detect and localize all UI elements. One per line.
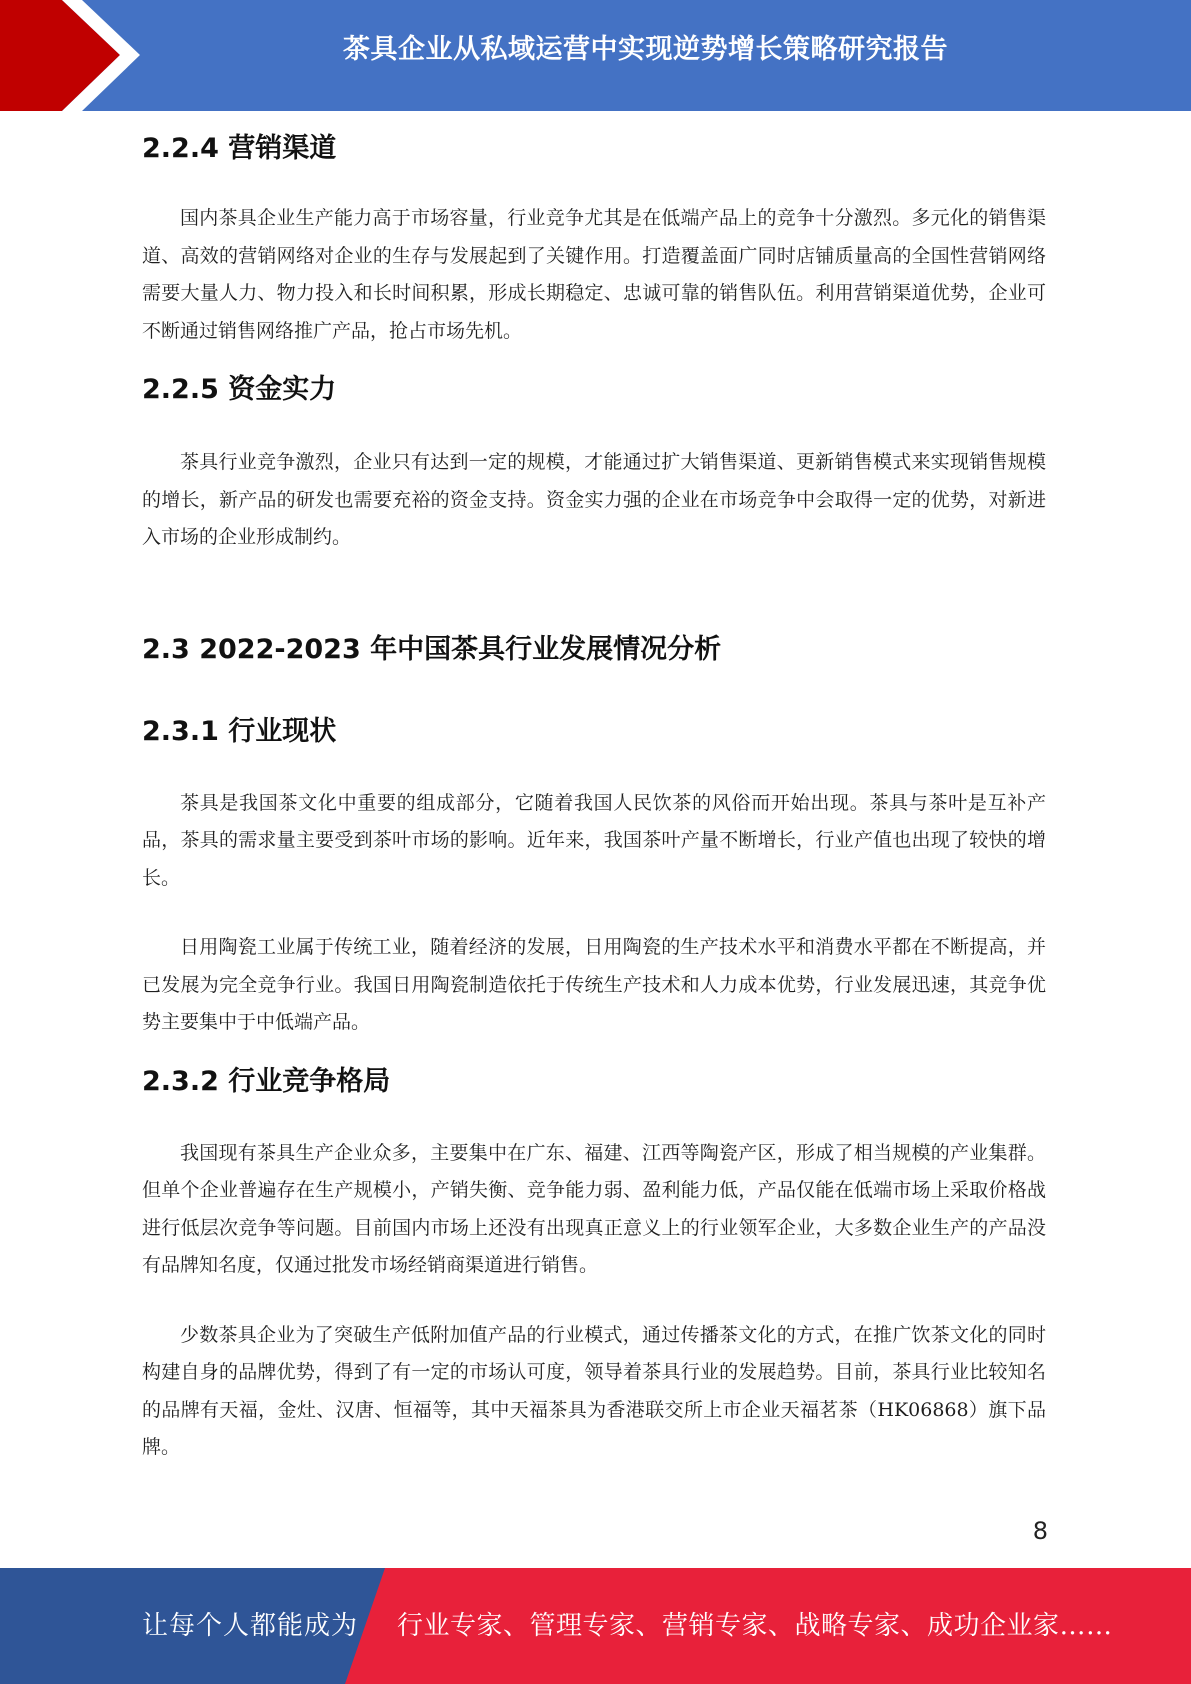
section-paragraph: 茶具行业竞争激烈，企业只有达到一定的规模，才能通过扩大销售渠道、更新销售模式来实现销售规模的增长，新产品的研发也需要充裕的资金支持。资金实力强的企业在市场竞争中会取得一定的优势，对新进入市场的企业形成制约。 — [142, 451, 1046, 548]
header-arrow-decoration — [0, 0, 160, 111]
section-heading-2-2-5: 2.2.5 资金实力 — [142, 374, 337, 405]
page-content — [142, 111, 1046, 1467]
section-heading-2-3-2: 2.3.2 行业竞争格局 — [142, 1065, 391, 1097]
section-heading-2-3: 2.3 2022-2023 年中国茶具行业发展情况分析 — [142, 633, 722, 665]
section-paragraph: 少数茶具企业为了突破生产低附加值产品的行业模式，通过传播茶文化的方式，在推广饮茶文化的同时构建自身的品牌优势，得到了有一定的市场认可度，领导着茶具行业的发展趋势。目前，茶具行业比较知名的品牌有天福，金灶、汉唐、恒福等，其中天福茶具为香港联交所上市企业天福茗茶（HK06868）旗下品牌。 — [142, 1323, 1046, 1458]
section-paragraph: 我国现有茶具生产企业众多，主要集中在广东、福建、江西等陶瓷产区，形成了相当规模的产业集群。但单个企业普遍存在生产规模小，产销失衡、竞争能力弱、盈利能力低，产品仅能在低端市场上采取价格战进行低层次竞争等问题。目前国内市场上还没有出现真正意义上的行业领军企业，大多数企业生产的产品没有品牌知名度，仅通过批发市场经销商渠道进行销售。 — [142, 1141, 1046, 1276]
section-paragraph: 国内茶具企业生产能力高于市场容量，行业竞争尤其是在低端产品上的竞争十分激烈。多元化的销售渠道、高效的营销网络对企业的生存与发展起到了关键作用。打造覆盖面广同时店铺质量高的全国性营销网络需要大量人力、物力投入和长时间积累，形成长期稳定、忠诚可靠的销售队伍。利用营销渠道优势，企业可不断通过销售网络推广产品，抢占市场先机。 — [142, 207, 1046, 342]
footer-slogan-left: 让每个人都能成为 — [142, 1611, 359, 1641]
footer-slogan-right: 行业专家、管理专家、营销专家、战略专家、成功企业家…… — [397, 1611, 1113, 1641]
section-heading-2-3-1: 2.3.1 行业现状 — [142, 715, 337, 747]
section-paragraph: 日用陶瓷工业属于传统工业，随着经济的发展，日用陶瓷的生产技术水平和消费水平都在不断提高，并已发展为完全竞争行业。我国日用陶瓷制造依托于传统生产技术和人力成本优势，行业发展迅速，其竞争优势主要集中于中低端产品。 — [142, 936, 1046, 1033]
section-heading-2-2-4: 2.2.4 营销渠道 — [142, 133, 337, 164]
report-title: 茶具企业从私域运营中实现逆势增长策略研究报告 — [343, 34, 948, 65]
page-header — [0, 0, 1191, 111]
page-number: 8 — [1032, 1517, 1048, 1545]
section-paragraph: 茶具是我国茶文化中重要的组成部分，它随着我国人民饮茶的风俗而开始出现。茶具与茶叶是互补产品，茶具的需求量主要受到茶叶市场的影响。近年来，我国茶叶产量不断增长，行业产值也出现了较快的增长。 — [142, 791, 1046, 889]
page-footer — [0, 1568, 1191, 1684]
